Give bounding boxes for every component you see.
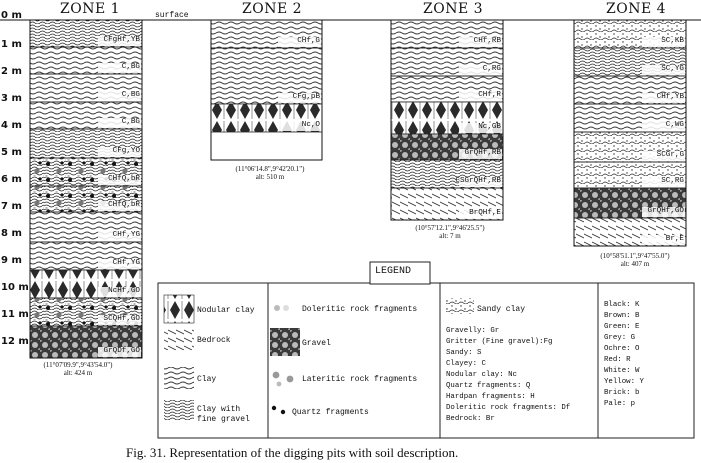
layer-label: SCGr,G <box>656 151 684 159</box>
color-code-item: Brown: B <box>604 312 640 320</box>
legend-label-nodular-clay: Nodular clay <box>197 306 255 315</box>
legend-label-bedrock: Bedrock <box>197 336 231 345</box>
layer-label: CHfQ,bR <box>108 201 140 209</box>
layer-label: C,BG <box>121 118 140 126</box>
depth-label: 10 m <box>1 282 29 293</box>
depth-label: 4 m <box>1 120 22 131</box>
depth-label: 7 m <box>1 201 22 212</box>
legend-swatch-clay-fine-gravel <box>164 400 194 420</box>
depth-label: 9 m <box>1 255 22 266</box>
zone-1-title: ZONE 1 <box>60 1 121 17</box>
abbreviation-item: Nodular clay: Nc <box>446 371 517 379</box>
layer-label: Nc,O <box>301 121 320 129</box>
legend-swatch-sandy-clay <box>446 298 474 314</box>
color-code-item: Black: K <box>604 301 640 309</box>
layer-label: C,BG <box>121 63 140 71</box>
depth-label: 0 m <box>1 10 22 21</box>
depth-label: 2 m <box>1 66 22 77</box>
layer-label: C,WG <box>665 121 684 129</box>
depth-label: 6 m <box>1 174 22 185</box>
layer-label: Nc,GB <box>478 123 501 131</box>
zone-4-coords: (10°58'51.1",9°47'55.0") alt: 407 m <box>600 252 670 268</box>
legend-swatch-clay <box>164 367 194 389</box>
layer-label: GrQHf,RB <box>464 149 501 157</box>
layer-label: CHf,G <box>297 37 320 45</box>
layer-label: CFg,pB <box>292 93 320 101</box>
layer-label: Br,E <box>665 235 684 243</box>
legend-swatch-gravel <box>270 328 300 356</box>
abbreviation-item: Doleritic rock fragments: Df <box>446 404 571 412</box>
abbreviation-item: Gravelly: Gr <box>446 327 500 335</box>
legend-swatch-bedrock <box>164 328 194 350</box>
layer-label: SC,KB <box>661 37 684 45</box>
legend-label-lateritic: Lateritic rock fragments <box>302 375 418 384</box>
depth-label: 8 m <box>1 228 22 239</box>
layer-label: NcHf,GO <box>108 287 140 295</box>
zone-3-title: ZONE 3 <box>423 1 484 17</box>
abbreviation-item: Clayey: C <box>446 360 486 368</box>
layer-label: CSGrQHf,RB <box>455 177 501 185</box>
color-code-item: Ochre: O <box>604 345 640 353</box>
figure-caption: Fig. 31. Representation of the digging pits with soil description. <box>126 445 459 460</box>
depth-label: 12 m <box>1 336 29 347</box>
depth-label: 1 m <box>1 39 22 50</box>
legend-label-doleritic: Doleritic rock fragments <box>302 305 418 314</box>
zone-2-title: ZONE 2 <box>242 1 303 17</box>
abbreviation-item: Gritter (Fine gravel):Fg <box>446 338 553 346</box>
layer-label: CHf,YB <box>656 93 684 101</box>
abbreviation-item: Hardpan fragments: H <box>446 393 535 401</box>
layer-label: CFg,YO <box>112 147 140 155</box>
depth-label: 5 m <box>1 147 22 158</box>
layer-label: CHf,YG <box>112 231 140 239</box>
layer-label: CHfQ,bR <box>108 175 140 183</box>
legend-label-clay: Clay <box>197 375 217 384</box>
layer-label: GrQDf,GO <box>103 347 140 355</box>
zone-2-coords: (11°06'14.8",9°42'20.1") alt: 510 m <box>235 165 305 181</box>
depth-label: 3 m <box>1 93 22 104</box>
layer-label: CFgHf,YB <box>103 36 140 44</box>
layer-label: C,RG <box>482 65 501 73</box>
legend-label-sandy-clay: Sandy clay <box>477 305 526 314</box>
color-code-item: Brick: b <box>604 389 640 397</box>
abbreviation-item: Bedrock: Br <box>446 415 495 423</box>
zone-4-title: ZONE 4 <box>606 1 667 17</box>
color-code-item: Red: R <box>604 356 631 364</box>
color-code-item: Green: E <box>604 323 640 331</box>
color-code-item: White: W <box>604 367 640 375</box>
legend-label-quartz: Quartz fragments <box>292 408 369 417</box>
layer-label: SC,RG <box>661 177 684 185</box>
abbreviation-item: Sandy: S <box>446 349 482 357</box>
abbreviation-item: Quartz fragments: Q <box>446 382 531 390</box>
layer-label: CHf,RB <box>473 37 501 45</box>
zone-1-coords: (11°07'09.9",9°43'54.0") alt: 424 m <box>43 361 113 377</box>
color-code-item: Grey: G <box>604 334 636 342</box>
layer-label: GrQHf,GO <box>647 207 684 215</box>
layer-label: CHf,YG <box>112 259 140 267</box>
depth-label: 11 m <box>1 309 29 320</box>
legend-label-gravel: Gravel <box>302 339 331 348</box>
layer-label: SC,YG <box>661 65 684 73</box>
layer-label: BrQHf,E <box>469 209 501 217</box>
color-code-item: Yellow: Y <box>604 378 644 386</box>
surface-label: surface <box>155 11 189 20</box>
legend-title: LEGEND <box>375 266 412 277</box>
legend-label-clay-fine-gravel: Clay with fine gravel <box>197 405 250 424</box>
zone-3-coords: (10°57'12.1",9°46'25.5") alt: 7 m <box>415 224 485 240</box>
layer-label: C,BG <box>121 91 140 99</box>
color-code-item: Pale: p <box>604 400 636 408</box>
legend-swatch-nodular-clay <box>164 295 194 323</box>
layer-label: SCQHf,GO <box>103 315 140 323</box>
layer-label: CHf,R <box>478 91 501 99</box>
